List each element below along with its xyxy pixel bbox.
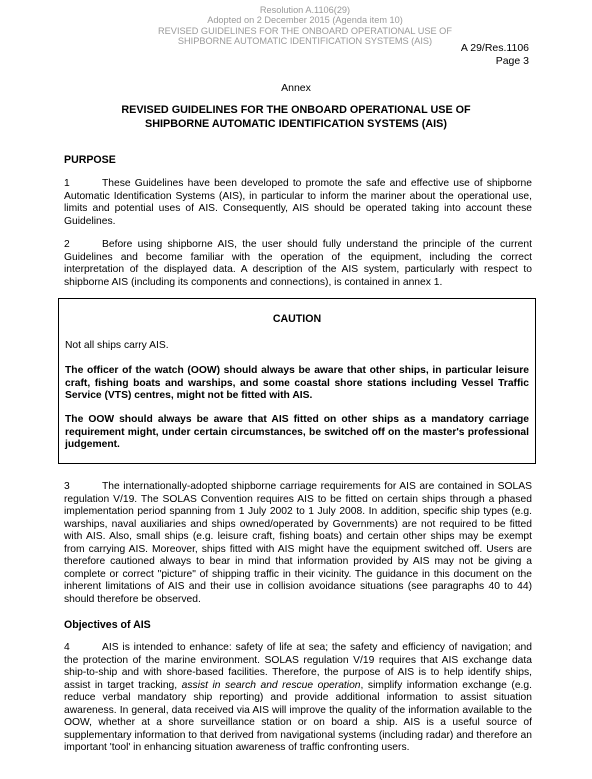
paragraph-3	[64, 481, 532, 606]
paragraph-emphasis: assist in search and rescue operation	[181, 679, 361, 691]
paragraph-number: 3	[64, 481, 70, 492]
paragraph-number: 2	[64, 239, 70, 250]
paragraph-1	[64, 178, 532, 228]
header-line: Resolution A.1106(29)	[259, 5, 351, 15]
paragraph-text: , simplify information exchange (e.g. reduce verbal mandatory ship reporting) and provide additional information to assist situation awareness. In general, data received via AIS will improve the quality of the information available to the OOW, whether at a shore surveillance station or on board a ship. AIS is a useful source of supplementary information to that derived from navigational systems (including radar) and therefore an important 'tool' in enhancing situation awareness of traffic confronting users.	[64, 679, 533, 753]
annex-label: Annex	[281, 82, 311, 94]
document-title	[60, 104, 532, 131]
paragraph-number: 4	[64, 642, 70, 653]
page-reference	[461, 42, 529, 67]
objectives-heading: Objectives of AIS	[64, 619, 151, 631]
title-line: REVISED GUIDELINES FOR THE ONBOARD OPERATIONAL USE OF	[121, 104, 471, 116]
paragraph-text: These Guidelines have been developed to promote the safe and effective use of shipborne Automatic Identification Systems (AIS), in particular to inform the mariner about the operational use, limits and potential uses of AIS. Consequently, AIS should be operated taking into account these Guidelines.	[64, 178, 532, 227]
page-number: Page 3	[495, 54, 529, 67]
paragraph-text: AIS is intended to enhance: safety of life at sea; the safety and efficiency of navigation; and the protection of the marine environment. SOLAS regulation V/19 requires that AIS exchange data ship-to-ship and with shore-based facilities. Therefore, the purpose of AIS is to help identify ships, assist in target tracking,	[64, 642, 532, 691]
header-line: REVISED GUIDELINES FOR THE ONBOARD OPERATIONAL USE OF	[158, 25, 452, 36]
caution-warning-switched-off: The OOW should always be aware that AIS fitted on other ships as a mandatory carriage requirement might, under certain circumstances, be switched off on the master's professional judgement.	[65, 414, 529, 450]
paragraph-2	[64, 239, 532, 289]
paragraph-4	[64, 642, 532, 755]
purpose-heading: PURPOSE	[64, 154, 116, 166]
caution-note: Not all ships carry AIS.	[65, 340, 169, 351]
caution-warning-oow: The officer of the watch (OOW) should always be aware that other ships, in particular leisure craft, fishing boats and warships, and some coastal shore stations including Vessel Traffic Service (VTS) centres, might not be fitted with AIS.	[65, 365, 529, 401]
caution-box	[58, 298, 536, 464]
header-line: SHIPBORNE AUTOMATIC IDENTIFICATION SYSTEMS (AIS)	[177, 36, 433, 47]
paragraph-number: 1	[64, 178, 70, 189]
paragraph-text: Before using shipborne AIS, the user should fully understand the principle of the current Guidelines and become familiar with the operation of the equipment, including the correct interpretation of the displayed data. A description of the AIS system, particularly with respect to shipborne AIS (including its components and connections), is contained in annex 1.	[64, 239, 532, 288]
resolution-header	[120, 5, 490, 47]
paragraph-text: The internationally-adopted shipborne carriage requirements for AIS are contained in SOLAS regulation V/19. The SOLAS Convention requires AIS to be fitted on certain ships through a phased implementation period spanning from 1 July 2002 to 1 July 2008. In addition, specific ship types (e.g. warships, naval auxiliaries and ships owned/operated by Governments) are not required to be fitted with AIS. Also, small ships (e.g. leisure craft, fishing boats) and certain other ships may be exempt from carrying AIS. Moreover, ships fitted with AIS might have the equipment switched off. Users are therefore cautioned always to bear in mind that information provided by AIS may not be giving a complete or correct "picture" of shipping traffic in their vicinity. The guidance in this document on the inherent limitations of AIS and their use in collision avoidance situations (see paragraphs 40 to 44) should therefore be observed.	[64, 481, 532, 605]
caution-title: CAUTION	[272, 313, 322, 325]
title-line: SHIPBORNE AUTOMATIC IDENTIFICATION SYSTEMS (AIS)	[145, 117, 447, 130]
document-reference: A 29/Res.1106	[460, 42, 529, 54]
header-line: Adopted on 2 December 2015 (Agenda item 10)	[207, 15, 403, 26]
